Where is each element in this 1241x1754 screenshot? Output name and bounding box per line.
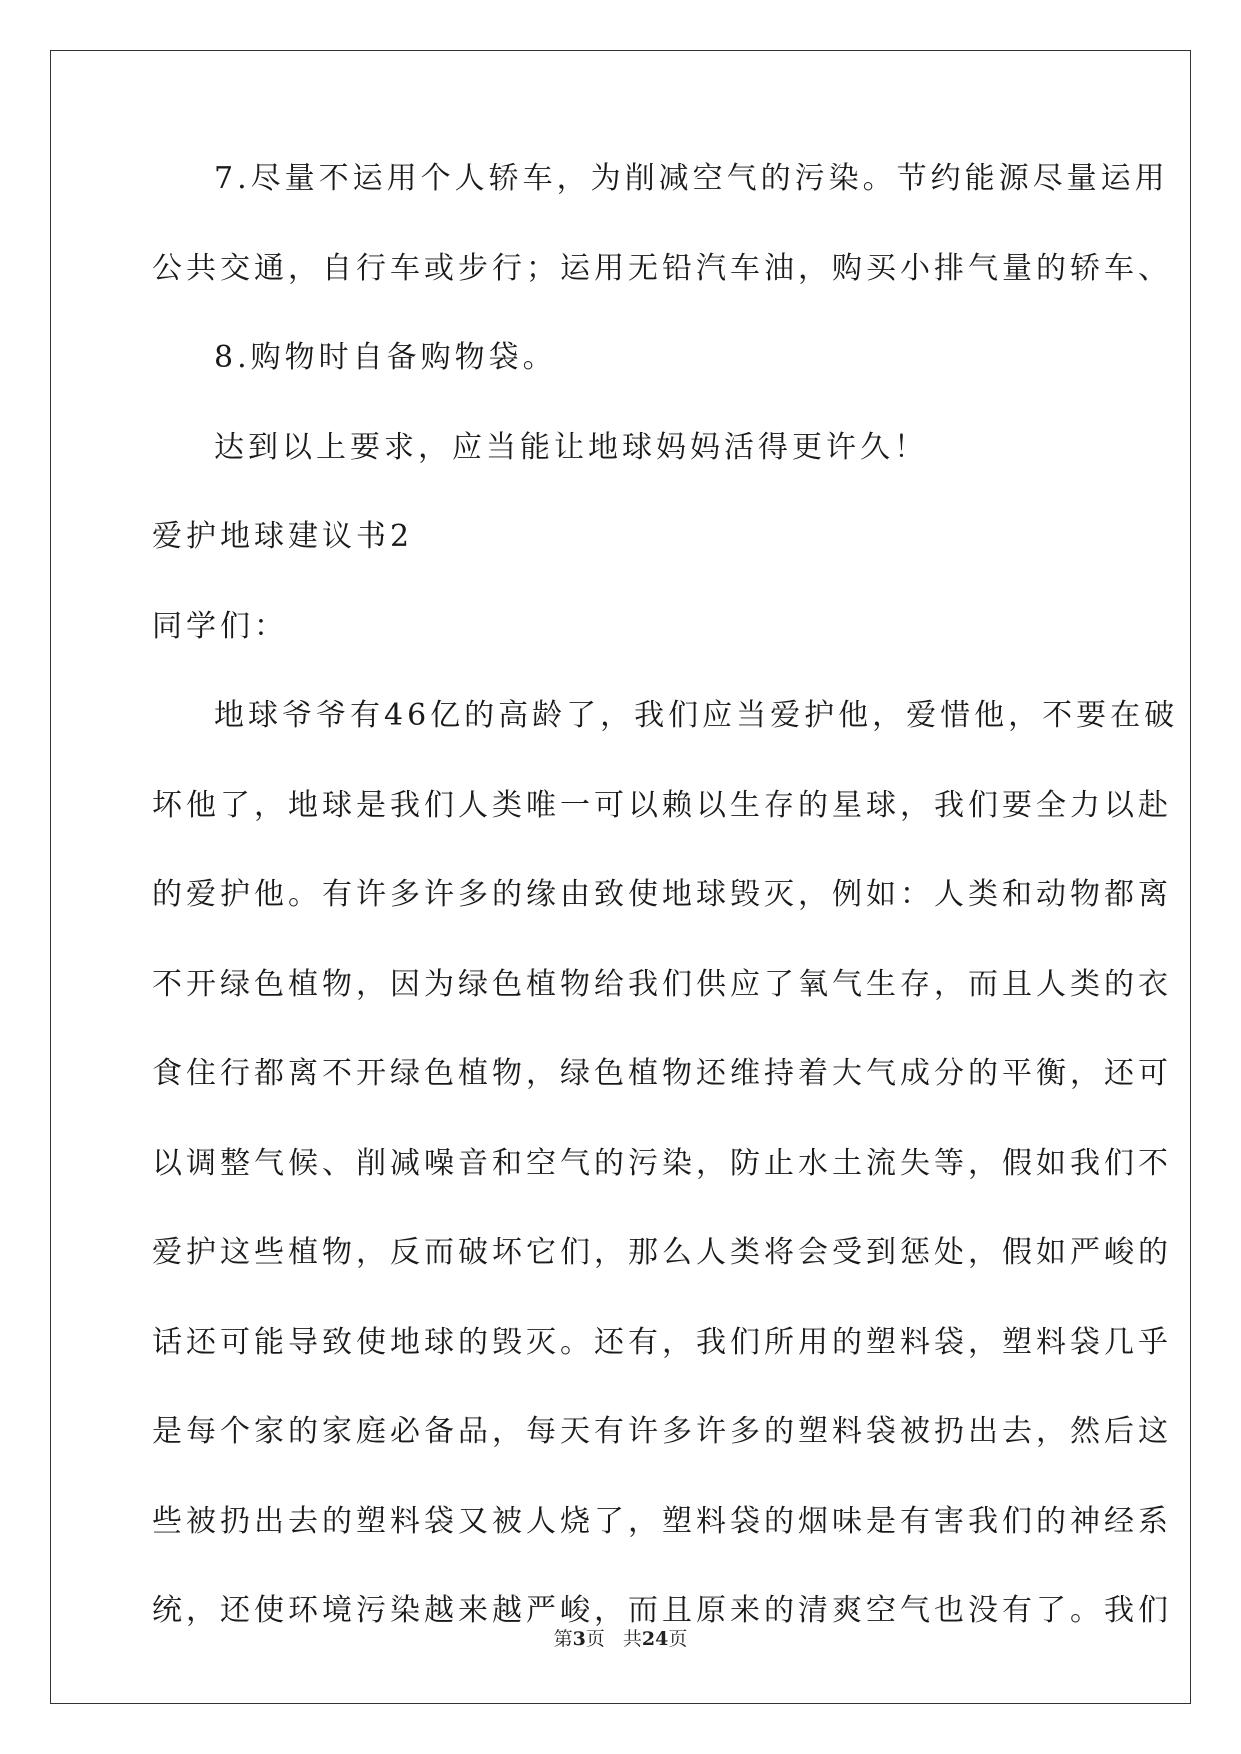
paragraph-line: 8.购物时自备购物袋。 (214, 340, 557, 375)
paragraph-line: 统，还使环境污染越来越严峻，而且原来的清爽空气也没有了。我们 (152, 1593, 1172, 1628)
salutation: 同学们： (152, 608, 288, 644)
paragraph-line: 话还可能导致使地球的毁灭。还有，我们所用的塑料袋，塑料袋几乎 (152, 1324, 1172, 1360)
section-title: 爱护地球建议书2 (152, 519, 414, 554)
current-page-number: 3 (572, 1628, 586, 1650)
paragraph-line: 公共交通，自行车或步行；运用无铅汽车油，购买小排气量的轿车、 (152, 250, 1172, 286)
paragraph-line: 以调整气候、削减噪音和空气的污染，防止水土流失等，假如我们不 (152, 1145, 1172, 1181)
paragraph-line: 不开绿色植物，因为绿色植物给我们供应了氧气生存，而且人类的衣 (152, 966, 1172, 1002)
total-suffix: 页 (668, 1628, 688, 1650)
paragraph-line: 爱护这些植物，反而破坏它们，那么人类将会受到惩处，假如严峻的 (152, 1235, 1172, 1270)
document-body (152, 160, 1179, 1682)
page-prefix: 第 (553, 1628, 573, 1650)
paragraph-line: 7.尽量不运用个人轿车，为削减空气的污染。节约能源尽量运用 (214, 161, 1169, 196)
total-page-number: 24 (641, 1628, 669, 1650)
paragraph-line: 地球爷爷有46亿的高龄了，我们应当爱护他，爱惜他，不要在破 (214, 698, 1179, 733)
paragraph-line: 坏他了，地球是我们人类唯一可以赖以生存的星球，我们要全力以赴 (152, 787, 1172, 823)
paragraph-line: 达到以上要求，应当能让地球妈妈活得更许久！ (214, 429, 928, 465)
paragraph-line: 是每个家的家庭必备品，每天有许多许多的塑料袋被扔出去，然后这 (152, 1414, 1172, 1449)
paragraph-line: 的爱护他。有许多许多的缘由致使地球毁灭，例如：人类和动物都离 (152, 877, 1172, 912)
page-footer (0, 1624, 1241, 1651)
total-prefix: 共 (622, 1628, 642, 1650)
paragraph-line: 食住行都离不开绿色植物，绿色植物还维持着大气成分的平衡，还可 (152, 1056, 1172, 1091)
paragraph-line: 些被扔出去的塑料袋又被人烧了，塑料袋的烟味是有害我们的神经系 (152, 1503, 1172, 1539)
page-mid: 页 (585, 1628, 605, 1650)
